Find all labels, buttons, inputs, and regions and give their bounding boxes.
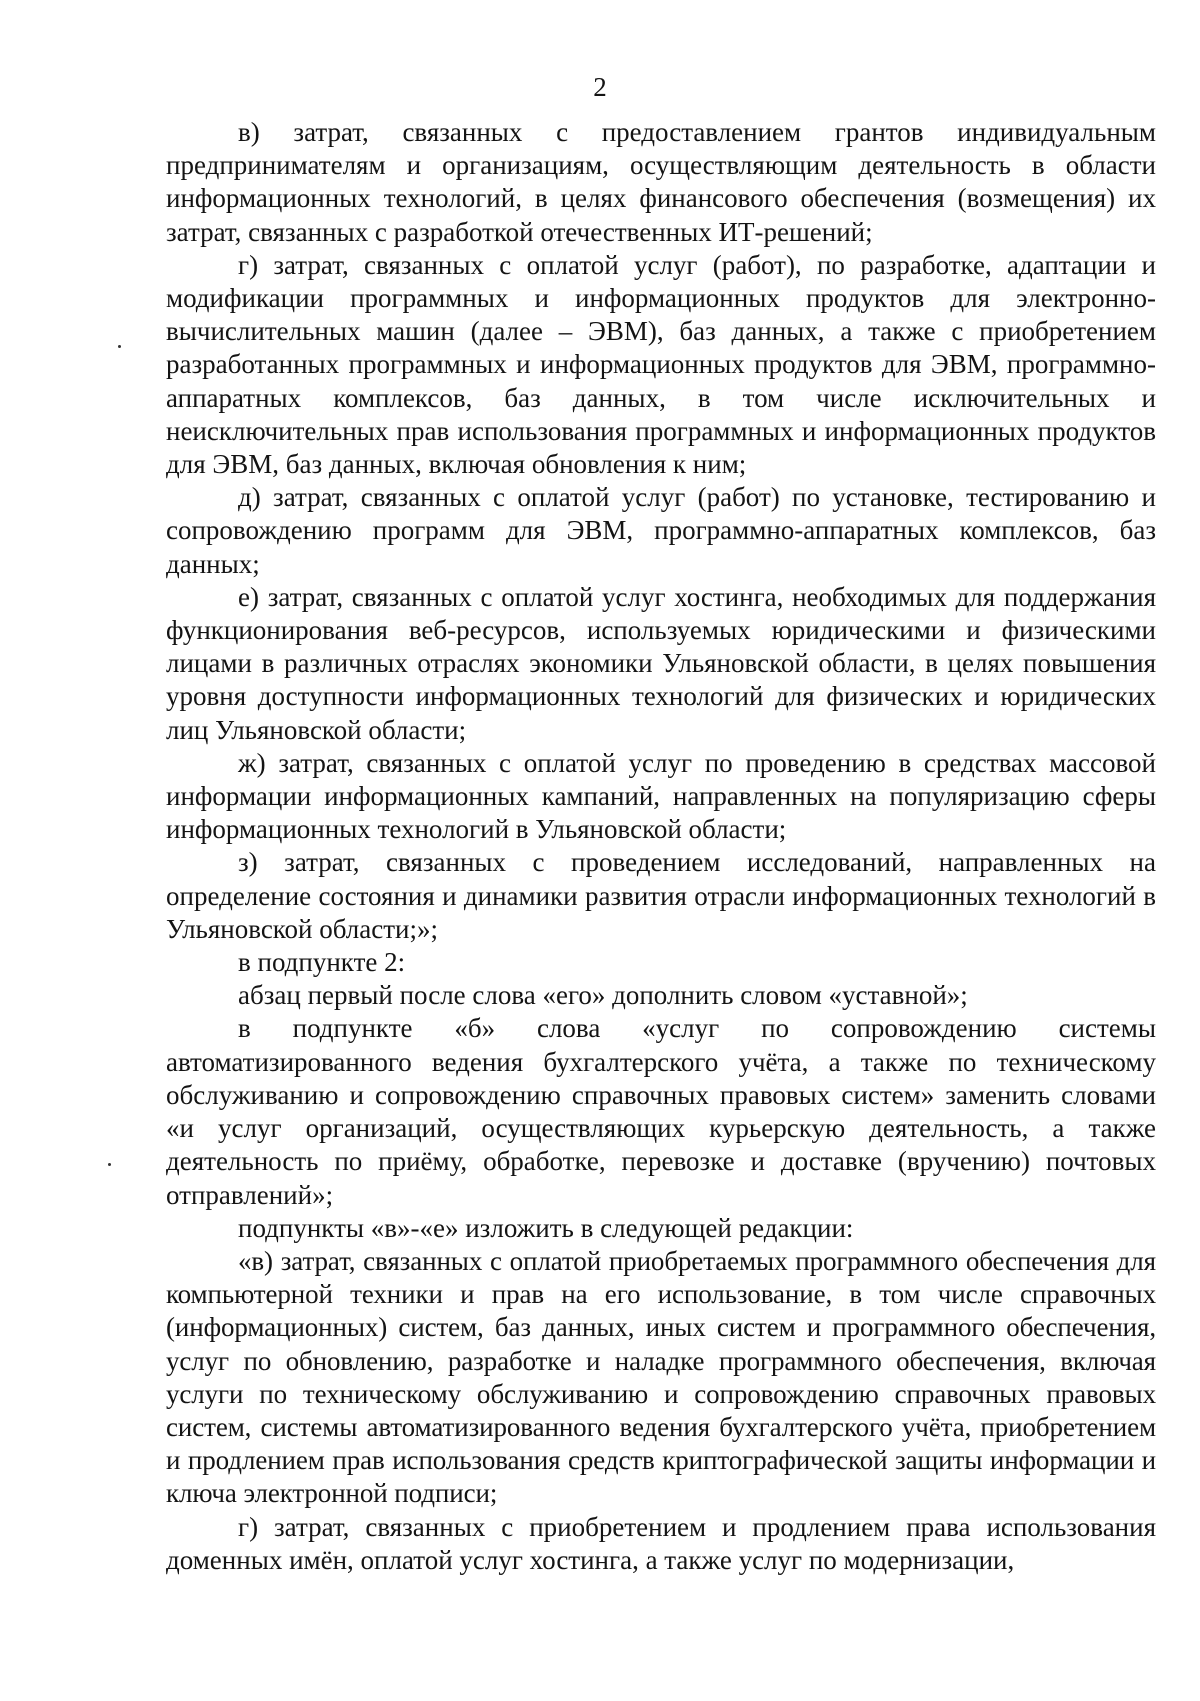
- paragraph-z-research: з) затрат, связанных с проведением исследований, направленных на определение состояния и динамики развития отрасли информационных технологий в Ульяновской области;»;: [166, 847, 1156, 944]
- paragraph-d-installation: д) затрат, связанных с оплатой услуг (работ) по установке, тестированию и сопровождению программ для ЭВМ, программно-аппаратных комплексов, баз данных;: [166, 482, 1156, 579]
- paragraph-e-hosting: е) затрат, связанных с оплатой услуг хостинга, необходимых для поддержания функционирования веб-ресурсов, используемых юридическими и физическими лицами в различных отраслях экономики Ульяновской области, в целях повышения уровня доступности информационных технологий для физических и юридических лиц Ульяновской области;: [166, 581, 1156, 745]
- scan-speck: [108, 1163, 111, 1166]
- paragraph-zh-media-campaigns: ж) затрат, связанных с оплатой услуг по проведению в средствах массовой информации информационных кампаний, направленных на популяризацию сферы информационных технологий в Ульяновской области;: [166, 747, 1156, 845]
- page-number: 2: [593, 72, 607, 102]
- paragraph-first-abzac: абзац первый после слова «его» дополнить словом «уставной»;: [238, 980, 968, 1011]
- paragraph-v-grants: в) затрат, связанных с предоставлением грантов индивидуальным предпринимателям и организациям, осуществляющим деятельность в области информационных технологий, в целях финансового обеспечения (возмещения) их затрат, связанных с разработкой отечественных ИТ-решений;: [166, 117, 1156, 247]
- paragraph-subitems-v-e: подпункты «в»-«е» изложить в следующей редакции:: [238, 1212, 854, 1243]
- paragraph-subitem-2: в подпункте 2:: [238, 947, 406, 978]
- paragraph-g-software-development: г) затрат, связанных с оплатой услуг (работ), по разработке, адаптации и модификации программных и информационных продуктов для электронно-вычислительных машин (далее – ЭВМ), баз данных, а также с приобретением разработанных программных и информационных продуктов для ЭВМ, программно-аппаратных комплексов, баз данных, в том числе исключительных и неисключительных прав использования программных и информационных продуктов для ЭВМ, баз данных, включая обновления к ним;: [166, 249, 1156, 480]
- paragraph-new-v: «в) затрат, связанных с оплатой приобретаемых программного обеспечения для компьютерной техники и прав на его использование, в том числе справочных (информационных) систем, баз данных, иных систем и программного обеспечения, услуг по обновлению, разработке и наладке программного обеспечения, включая услуги по техническому обслуживанию и сопровождению справочных правовых систем, системы автоматизированного ведения бухгалтерского учёта, приобретением и продлением прав использования средств криптографической защиты информации и ключа электронной подписи;: [166, 1245, 1156, 1509]
- paragraph-new-g: г) затрат, связанных с приобретением и продлением права использования доменных имён, оплатой услуг хостинга, а также услуг по модернизации,: [166, 1511, 1156, 1575]
- document-body: [166, 116, 1156, 1577]
- scan-speck: [118, 345, 121, 348]
- paragraph-subitem-b: в подпункте «б» слова «услуг по сопровождению системы автоматизированного ведения бухгалтерского учёта, а также по техническому обслуживанию и сопровождению справочных правовых систем» заменить словами «и услуг организаций, осуществляющих курьерскую деятельность, а также деятельность по приёму, обработке, перевозке и доставке (вручению) почтовых отправлений»;: [166, 1013, 1156, 1210]
